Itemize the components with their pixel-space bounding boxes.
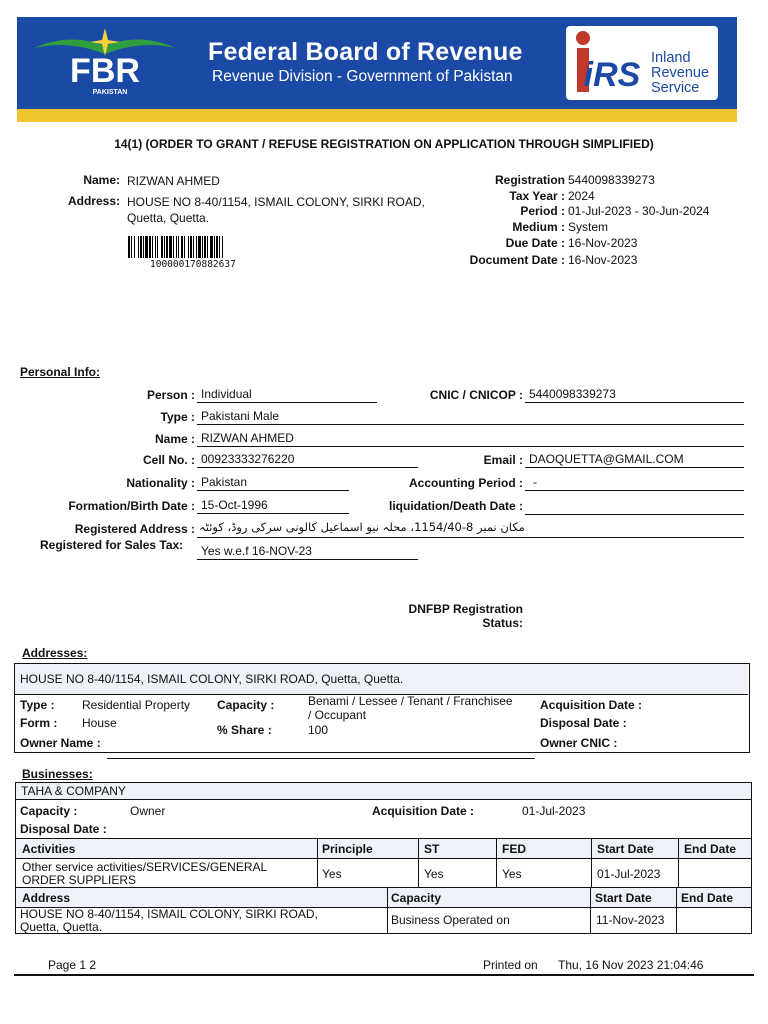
iris-logo [568,28,650,98]
baddr-header-capacity [387,887,591,908]
barcode-bar [196,236,197,258]
cnic-label: CNIC / CNICOP : [429,388,523,402]
owner-cnic-label: Owner CNIC : [540,736,618,750]
baddr-header-address-text: Address [22,891,71,905]
barcode-bar [140,236,142,258]
activities-header-end [678,838,752,859]
business-disposal-label: Disposal Date : [20,822,107,836]
activity-principle-value: Yes [322,867,342,881]
period-value: 01-Jul-2023 - 30-Jun-2024 [568,204,710,218]
businesses-heading: Businesses: [22,767,93,781]
barcode-bar [164,236,165,258]
address-share-label: % Share : [217,723,272,737]
baddr-capacity-value: Business Operated on [391,913,510,927]
activity-line-2: ORDER SUPPLIERS [22,873,137,887]
address-type-label: Type : [20,698,55,712]
email-label: Email : [483,453,523,467]
activities-header-start [591,838,679,859]
baddr-header-address [15,887,388,908]
addresses-heading: Addresses: [22,646,88,660]
baddr-header-capacity-text: Capacity [391,891,442,905]
iris-logo-text: iRS [583,56,641,94]
activities-header-activities [15,838,318,859]
birth-date-label: Formation/Birth Date : [68,499,195,513]
address-type-value: Residential Property [82,698,191,712]
baddr-row-address [15,907,388,934]
name-value: RIZWAN AHMED [197,431,744,447]
email-value: DAOQUETTA@GMAIL.COM [525,452,744,468]
owner-name-value [107,743,535,759]
sales-tax-value: Yes w.e.f 16-NOV-23 [197,544,418,560]
header-gold-strip [17,109,737,122]
barcode-bar [176,236,177,258]
address-form-label: Form : [20,716,58,730]
registration-label: Registration [494,173,565,187]
barcode-bar [193,236,194,258]
activities-header-fed-text: FED [502,842,526,856]
cnic-value: 5440098339273 [525,387,744,403]
business-acquisition-label: Acquisition Date : [372,804,475,818]
activities-header-principle [317,838,419,859]
business-capacity-value: Owner [130,804,166,818]
baddr-header-end [676,887,752,908]
due-date-label: Due Date : [505,236,565,250]
period-label: Period : [520,204,565,218]
tax-year-value: 2024 [568,189,595,203]
barcode-bar [152,236,153,258]
activity-row-end [678,858,752,888]
activities-header-end-text: End Date [684,842,737,856]
document-date-value: 16-Nov-2023 [568,253,638,267]
address-capacity-label: Capacity : [217,698,275,712]
nationality-label: Nationality : [126,476,195,490]
activity-row-st [418,858,497,888]
person-value: Individual [197,387,377,403]
accounting-period-value: - [525,475,744,491]
barcode-bar [210,236,213,258]
document-title: 14(1) (ORDER TO GRANT / REFUSE REGISTRATION ON APPLICATION THROUGH SIMPLIFIED) [114,137,654,151]
address-disposal-label: Disposal Date : [540,716,627,730]
address-capacity-line-2: / Occupant [308,708,367,722]
person-label: Person : [146,388,195,402]
type-value: Pakistani Male [197,409,744,425]
personal-info-heading: Personal Info: [20,365,101,379]
barcode-bar [190,236,192,258]
activities-header-start-text: Start Date [597,842,654,856]
taxpayer-address-line-2: Quetta, Quetta. [127,211,210,225]
header-title: Federal Board of Revenue [208,38,523,66]
barcode-bar [222,236,223,258]
activities-header-principle-text: Principle [322,842,373,856]
activity-row-activity [15,858,318,888]
business-name: TAHA & COMPANY [21,784,126,798]
baddr-row-end [676,907,752,934]
due-date-value: 16-Nov-2023 [568,236,638,250]
baddr-header-start-text: Start Date [595,891,652,905]
barcode-bar [181,236,183,258]
footer-rule [14,974,754,976]
baddr-start-value: 11-Nov-2023 [596,913,665,927]
baddr-row-capacity [387,907,591,934]
address-capacity-line-1: Benami / Lessee / Tenant / Franchisee [308,694,513,708]
activity-start-value: 01-Jul-2023 [597,867,661,881]
barcode-bar [128,236,130,258]
type-label: Type : [160,410,195,424]
activities-header-fed [496,838,592,859]
business-acquisition-value: 01-Jul-2023 [522,804,586,818]
birth-date-value: 15-Oct-1996 [197,498,349,514]
barcode-bar [188,236,189,258]
document-barcode [128,236,270,258]
barcode-bar [184,236,185,258]
barcode-bar [204,236,206,258]
barcode-number: 100000170882637 [150,259,236,270]
barcode-bar [202,236,203,258]
barcode-bar [198,236,201,258]
barcode-bar [216,236,218,258]
barcode-bar [207,236,208,258]
name-label: Name : [154,432,195,446]
activity-fed-value: Yes [502,867,522,881]
activity-row-start [591,858,679,888]
barcode-bar [219,236,220,258]
registered-address-label: Registered Address : [74,522,195,536]
baddr-address-line-2: Quetta, Quetta. [20,920,103,934]
barcode-bar [138,236,139,258]
address-share-value: 100 [308,723,329,737]
iris-caption-line-1: Inland [651,50,691,66]
activity-st-value: Yes [424,867,444,881]
barcode-bar [178,236,179,258]
sales-tax-label: Registered for Sales Tax: [40,538,184,552]
header-subtitle: Revenue Division - Government of Pakistan [212,68,513,85]
cell-value: 00923333276220 [197,452,418,468]
barcode-bar [173,236,174,258]
barcode-bar [143,236,144,258]
iris-caption [651,51,709,96]
dnfbp-label-line-1: DNFBP Registration [408,602,523,616]
activity-line-1: Other service activities/SERVICES/GENERAL [22,860,268,874]
printed-on-label: Printed on [483,958,538,972]
death-date-value [525,498,744,515]
registered-address-value [197,520,744,538]
owner-name-label: Owner Name : [20,736,101,750]
baddr-header-start [590,887,677,908]
activity-row-fed [496,858,592,888]
barcode-bar [131,236,132,258]
barcode-bar [155,236,156,258]
activities-header-st [418,838,497,859]
registered-address-urdu: مکان نمبر 8-1154/40، محلہ نیو اسماعیل کالونی سرکی روڈ، کوئٹہ [199,520,525,534]
barcode-bar [169,236,172,258]
activities-header-activities-text: Activities [22,842,76,856]
fbr-logo-text: FBR [70,52,140,90]
barcode-bar [166,236,168,258]
printed-on-value: Thu, 16 Nov 2023 21:04:46 [558,958,704,972]
cell-label: Cell No. : [142,453,195,467]
death-date-label: liquidation/Death Date : [388,499,523,513]
baddr-row-start [590,907,677,934]
taxpayer-address-label: Address: [67,194,120,208]
address-form-value: House [82,716,117,730]
barcode-bar [145,236,148,258]
iris-caption-line-3: Service [651,80,700,96]
address-acquisition-label: Acquisition Date : [540,698,643,712]
taxpayer-address-line-1: HOUSE NO 8-40/1154, ISMAIL COLONY, SIRKI ROAD, [127,195,425,209]
barcode-bar [214,236,215,258]
medium-value: System [568,220,609,234]
fbr-logo-subtext: PAKISTAN [92,89,128,96]
accounting-period-label: Accounting Period : [409,476,523,490]
barcode-bar [157,236,158,258]
baddr-address-line-1: HOUSE NO 8-40/1154, ISMAIL COLONY, SIRKI ROAD, [20,907,318,921]
business-capacity-label: Capacity : [20,804,78,818]
business-name-row [15,782,752,800]
document-date-label: Document Date : [469,253,565,267]
activity-row-principle [317,858,419,888]
address-full: HOUSE NO 8-40/1154, ISMAIL COLONY, SIRKI ROAD, Quetta, Quetta. [20,672,404,686]
medium-label: Medium : [512,220,565,234]
activities-header-st-text: ST [424,842,440,856]
barcode-bar [161,236,163,258]
taxpayer-name-label: Name: [83,173,120,187]
iris-caption-line-2: Revenue [651,65,710,81]
tax-year-label: Tax Year : [509,189,565,203]
barcode-bar [149,236,151,258]
page-number: Page 1 2 [48,958,97,972]
nationality-value: Pakistan [197,475,349,491]
dnfbp-label-line-2: Status: [482,616,523,630]
registration-value: 5440098339273 [568,173,655,187]
fbr-logo [30,26,180,98]
barcode-bar [134,236,135,258]
baddr-header-end-text: End Date [681,891,734,905]
taxpayer-name: RIZWAN AHMED [127,174,220,188]
